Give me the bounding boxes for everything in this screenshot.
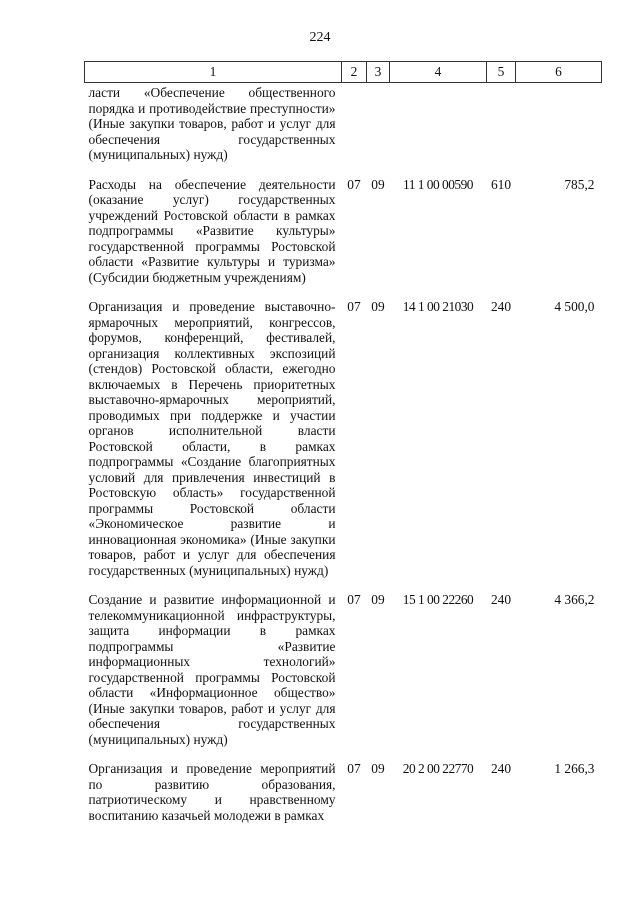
- header-col-2: 2: [342, 62, 367, 83]
- row-description: ласти «Обеспечение общественного порядка и противодействие преступности» (Иные закупки товаров, работ и услуг для обеспечения государственных (муниципальных) нужд): [88, 85, 336, 162]
- row-target-code: 14 1 00 21030: [402, 299, 474, 314]
- row-expense-type: 240: [490, 592, 512, 607]
- row-amount: 4 366,2: [554, 592, 595, 607]
- row-target-code: 20 2 00 22770: [402, 761, 474, 776]
- row-section: 07: [347, 299, 361, 314]
- row-subsection: 09: [371, 176, 385, 192]
- header-col-5: 5: [487, 62, 516, 83]
- table-row: [85, 592, 602, 761]
- row-subsection: 09: [371, 299, 385, 314]
- table-row: [85, 177, 602, 300]
- row-subsection: [367, 83, 390, 177]
- header-col-1: 1: [85, 62, 342, 83]
- row-section: 07: [347, 176, 361, 192]
- budget-table: [84, 61, 602, 837]
- table-row: [85, 761, 602, 837]
- header-col-3: 3: [367, 62, 390, 83]
- header-col-6: 6: [516, 62, 602, 83]
- row-expense-type: 610: [490, 176, 512, 192]
- row-expense-type: 240: [490, 761, 512, 776]
- row-expense-type: [487, 83, 516, 177]
- row-section: [342, 83, 367, 177]
- row-amount: [516, 83, 602, 177]
- row-amount: 785,2: [564, 176, 595, 192]
- page-number: 224: [309, 30, 331, 45]
- row-section: 07: [347, 592, 361, 607]
- row-expense-type: 240: [490, 299, 512, 314]
- table-row: [85, 83, 602, 177]
- header-col-4: 4: [390, 62, 487, 83]
- row-subsection: 09: [371, 592, 385, 607]
- row-target-code: 11 1 00 00590: [403, 176, 473, 192]
- row-description: Организация и проведение выставочно-ярмарочных мероприятий, конгрессов, форумов, конференций, фестивалей, организация коллективных экспозиций (стендов) Ростовской области, ежегодно включаемых в Перечень приоритетных выставочно-ярмарочных мероприятий, проводимых при поддержке и участии органов исполнительной власти Ростовской области, в рамках подпрограммы «Создание благоприятных условий для привлечения инвестиций в Ростовскую область» государственной программы Ростовской области «Экономическое развитие и инновационная экономика» (Иные закупки товаров, работ и услуг для обеспечения государственных (муниципальных) нужд): [88, 299, 336, 578]
- row-description: Создание и развитие информационной и телекоммуникационной инфраструктуры, защита информации в рамках подпрограммы «Развитие информационных технологий» государственной программы Ростовской области «Информационное общество» (Иные закупки товаров, работ и услуг для обеспечения государственных (муниципальных) нужд): [88, 592, 336, 747]
- row-description: Расходы на обеспечение деятельности (оказание услуг) государственных учреждений Ростовской области в рамках подпрограммы «Развитие культуры» государственной программы Ростовской области «Развитие культуры и туризма» (Субсидии бюджетным учреждениям): [88, 176, 336, 285]
- row-description: Организация и проведение мероприятий по развитию образования, патриотическому и нравственному воспитанию казачьей молодежи в рамках: [88, 761, 336, 823]
- table-header-row: [85, 62, 602, 83]
- row-subsection: 09: [371, 761, 385, 776]
- table-row: [85, 299, 602, 592]
- row-amount: 1 266,3: [554, 761, 595, 776]
- row-section: 07: [347, 761, 361, 776]
- row-amount: 4 500,0: [554, 299, 595, 314]
- row-target-code: 15 1 00 22260: [402, 592, 474, 607]
- row-target-code: [390, 83, 487, 177]
